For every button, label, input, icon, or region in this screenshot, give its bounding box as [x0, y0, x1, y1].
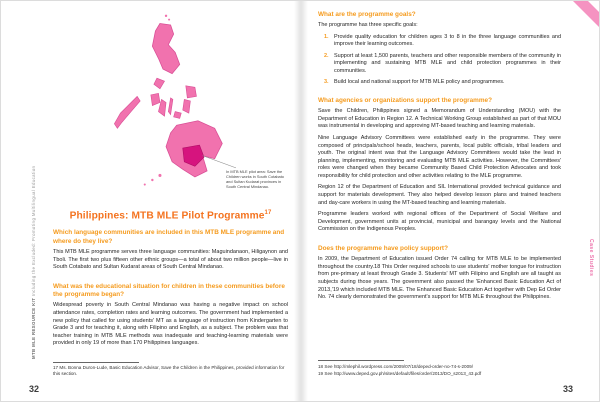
- page-right: [301, 1, 600, 401]
- agencies-paragraph-1: Save the Children, Philippines signed a Memorandum of Understanding (MOU) with the Department of Education in Region 12. A Technical Working Group established as part of that MOU was instrumental in developing and approving MT-based teaching and learning materials.: [318, 108, 561, 130]
- goal-text: Provide quality education for children ages 3 to 8 in the three language communities and improve their learning outcomes.: [334, 33, 561, 48]
- question-educational-situation: What was the educational situation for children in these communities before the programme began?: [53, 282, 285, 299]
- answer-educational-situation: Widespread poverty in South Central Mindanao was having a negative impact on school attendance rates, completion rates and learning outcomes. The government had implemented a new policy that called for using students' MT as a language of instruction from Kindergarten to Grade 3 and for teaching it, along with Filipino and English, as a subject. The problem was that teacher training in MTB MLE methods was inadequate and teaching-learning materials were provided in only 19 of more than 170 Philippines languages.: [53, 302, 288, 347]
- left-edge-vertical-label: [31, 165, 36, 359]
- footnote-rule: [53, 362, 139, 363]
- goal-item-1: [324, 34, 561, 49]
- page-number-left: 32: [29, 384, 40, 394]
- goal-item-3: [324, 79, 561, 87]
- right-footnote-block: [318, 360, 561, 379]
- goal-text: Build local and national support for MTB MLE policy and programmes.: [334, 78, 505, 85]
- agencies-paragraph-3: Region 12 of the Department of Education and SIL International provided technical guidance and support for materials development. They also helped develop lesson plans and trained teachers and day-care workers in using the MT-based teaching and learning materials.: [318, 184, 561, 206]
- policy-paragraph: In 2009, the Department of Education issued Order 74 calling for MTB MLE to be implemented throughout the country.18 This Order required schools to use students' mother tongue for instruction from pre-primary at least through Grade 3. Students' MT with Filipino and English are all taught as subjects during those years. The government also passed the 'Enhanced Basic Education Act of 2013,'19 which included MTB MLE. The Enhanced Basic Education Act together with Dep Ed Order No. 74 clearly demonstrated the government's support for MTB MLE throughout the Philippines.: [318, 256, 561, 301]
- series-subtitle-label: Including the Excluded: Promoting Multilingual Education: [31, 165, 36, 298]
- philippines-map-illustration: [87, 7, 239, 201]
- page-number-right: 33: [562, 384, 573, 394]
- footnote-19: 19 See http://www.deped.gov.ph/sites/default/files/order/2013/DO_s2013_43.pdf: [318, 371, 482, 377]
- question-agencies-support: What agencies or organizations support the programme?: [318, 96, 492, 104]
- goal-number: 1.: [324, 33, 329, 40]
- answer-language-communities: This MTB MLE programme serves three language communities: Maguindanaon, Hiligaynon and Tboli. The first two plus fifteen other ethnic groups—a total of about two million people—live in South Cotabato and Sultan Kudarat areas of South Central Mindanao.: [53, 249, 288, 271]
- philippines-map-area: [53, 5, 288, 203]
- goal-number: 2.: [324, 52, 329, 59]
- footnote-18: 18 See http://mlephil.wordpress.com/2009/07/18/deped-order-no-74-s-2009/: [318, 363, 474, 369]
- question-language-communities: Which language communities are included in this MTB MLE programme and where do they live?: [53, 229, 285, 245]
- goals-intro: The programme has three specific goals:: [318, 22, 418, 29]
- goal-item-2: [324, 53, 561, 76]
- right-edge-vertical-label: Case Studies: [588, 239, 594, 277]
- question-programme-goals: What are the programme goals?: [318, 11, 416, 18]
- goal-text: Support at least 1,500 parents, teachers and other responsible members of the community in implementing and sustaining MTB MLE and child protection programmes in their communities.: [334, 52, 561, 74]
- agencies-paragraph-4: Programme leaders worked with regional offices of the Department of Social Welfare and Development, government units at provincial, municipal and barangay levels and the National Commission on the Indigenous Peoples.: [318, 211, 561, 233]
- left-footnote-block: [53, 362, 288, 379]
- article-title: [53, 210, 288, 221]
- page-left: [1, 1, 301, 401]
- agencies-paragraph-2: Nine Language Advisory Committees were established early in the programme. They were composed of principals/school heads, teachers, parents, local public officials, tribal leaders and youth. The original intent was that the Language Advisory Committees would take the lead in planning, implementing, monitoring and evaluating MTB MLE activities. However, the Committees' roles were changed when they became Community Based Child Protection Advocates and took responsibility for child protection and other activities relating to the MLE programme.: [318, 134, 561, 179]
- question-policy-support: Does the programme have policy support?: [318, 244, 448, 252]
- corner-fold: [588, 1, 599, 12]
- footnote-rule: [318, 360, 404, 361]
- goal-number: 3.: [324, 78, 329, 85]
- series-title-label: MTB MLE RESOURCE KIT: [31, 297, 36, 359]
- article-title-text: Philippines: MTB MLE Pilot Programme: [69, 210, 265, 222]
- map-caption: In MTB MLE pilot area: Save the Children works in South Cotabato and Sultan Kudarat provinces in South Central Mindanao.: [226, 168, 284, 189]
- article-title-footnote-ref: 17: [264, 210, 272, 216]
- footnote-17: 17 Ms. Bonna Duron-Lude, Basic Education Advisor, Save the Children in the Philippines, provided information for this section.: [53, 365, 285, 377]
